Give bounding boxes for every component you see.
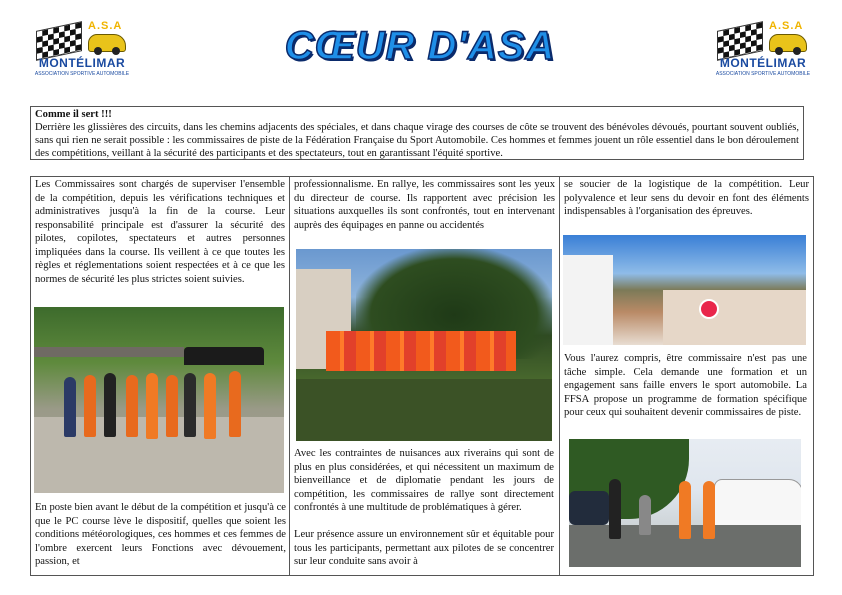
- car-icon: [769, 34, 807, 52]
- col2-paragraph-3: Leur présence assure un environnement sûr et équitable pour tous les participants, permettant aux pilotes de se concentrer sur leur conduite sans avoir à: [294, 529, 554, 567]
- col3-paragraph-2: Vous l'aurez compris, être commissaire n'est pas une tâche simple. Cela demande une formation et un engagement sans faille envers le sport automobile. La FFSA propose un programme de formation spécifique pour ceux qui souhaitent devenir commissaires de piste.: [564, 353, 807, 418]
- stop-sign-icon: [699, 299, 719, 319]
- article-columns: [30, 176, 814, 576]
- photo-commissaires-group: [34, 307, 284, 493]
- logo-subtitle-text: ASSOCIATION SPORTIVE AUTOMOBILE: [715, 71, 811, 77]
- column-2: [290, 177, 560, 575]
- intro-text: Derrière les glissières des circuits, dans les chemins adjacents des spéciales, et dans chaque virage des courses de côte se trouvent des bénévoles dévoués, pourtant souvent oubliés, sans qui rien ne serait possible : les commissaires de piste de la Fédération Française du Sport Automobile. Ces hommes et femmes jouent un rôle essentiel dans le bon déroulement des compétitions, veillant à la sécurité des participants et des spectateurs, tout en garantissant l'équité sportive.: [35, 122, 799, 159]
- column-1: [31, 177, 290, 575]
- logo-asa-text: A.S.A: [88, 20, 123, 32]
- photo-landscape-post: [563, 235, 806, 345]
- car-icon: [88, 34, 126, 52]
- col2-paragraph-2: Avec les contraintes de nuisances aux riverains qui sont de plus en plus considérées, et qui nécessitent un maximum de bienveillance et de diplomatie pendant les jours de compétition, les commissaires de rallye sont directement confrontés à une multitude de problématiques à gérer.: [294, 448, 554, 513]
- logo-asa-text: A.S.A: [769, 20, 804, 32]
- col2-paragraph-1: professionnalisme. En rallye, les commissaires sont les yeux du directeur de course. Ils rapportent avec précision les situations auxquelles ils sont confrontés, tout en intervenant auprès des équipages en panne ou accidentés: [294, 179, 555, 231]
- logo-city-text: MONTÉLIMAR: [719, 56, 807, 70]
- column-3: [560, 177, 813, 575]
- col1-paragraph-2: En poste bien avant le début de la compétition et jusqu'à ce que le PC course lève le dispositif, quelles que soient les conditions météorologiques, ces hommes et ces femmes de l'ombre exercent leurs Fonctions avec dévouement, passion, et: [35, 502, 286, 567]
- checkered-flag-icon: [717, 21, 763, 61]
- photo-orange-vests: [296, 249, 552, 441]
- intro-box: [30, 106, 804, 160]
- col3-paragraph-1: se soucier de la logistique de la compétition. Leur polyvalence et leur sens du devoir en font des éléments indispensables à l'organisation des épreuves.: [564, 179, 809, 217]
- logo-subtitle-text: ASSOCIATION SPORTIVE AUTOMOBILE: [34, 71, 130, 77]
- logo-city-text: MONTÉLIMAR: [38, 56, 126, 70]
- photo-team-van: [569, 439, 801, 567]
- page-title: CŒUR D'ASA: [284, 24, 556, 68]
- col1-paragraph-1: Les Commissaires sont chargés de superviser l'ensemble de la compétition, depuis les vérifications techniques et administratives jusqu'à la fin de la course. Leur responsabilité principale est d'assurer la sécurité des pilotes, copilotes, spectateurs et autres personnes impliquées dans la course. Ils veillent à ce que toutes les règles et réglementations soient respectées et à ce que les normes de sécurité les plus strictes soient suivies.: [35, 179, 285, 285]
- asa-logo-left: [32, 20, 132, 80]
- checkered-flag-icon: [36, 21, 82, 61]
- asa-logo-right: [713, 20, 813, 80]
- intro-heading: Comme il sert !!!: [35, 109, 112, 120]
